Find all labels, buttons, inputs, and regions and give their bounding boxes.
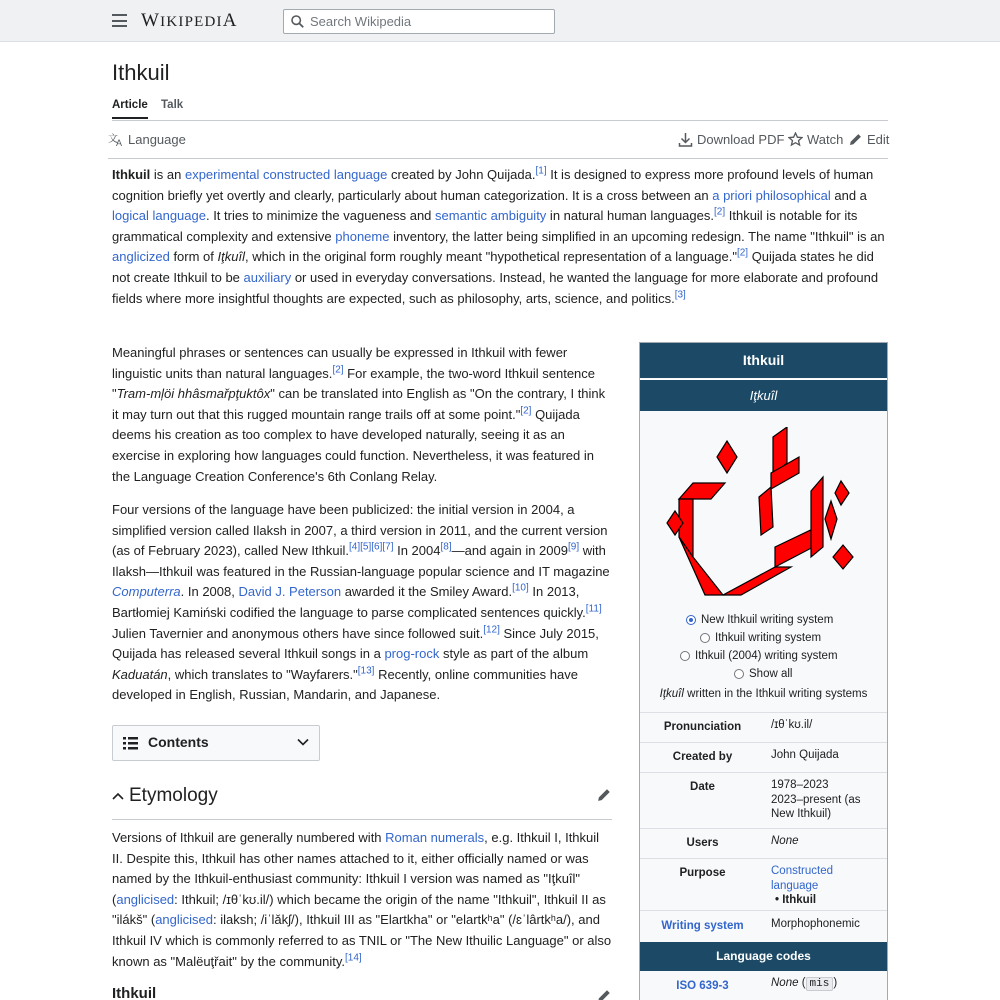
citation-link[interactable]: [1] (535, 165, 547, 177)
infobox-native-name: Iţkuîl (640, 379, 887, 411)
article-link[interactable]: prog-rock (384, 646, 440, 662)
value-writing-system: Morphophonemic (771, 918, 860, 930)
purpose-bullet: • Ithkuil (775, 894, 817, 906)
citation-link[interactable]: [11] (585, 603, 602, 615)
etymology-heading: Etymology (129, 785, 218, 806)
page-tabs (112, 99, 888, 121)
article-link[interactable]: a priori philosophical (712, 187, 831, 203)
watch-button[interactable] (788, 132, 843, 147)
radio-label: Show all (749, 668, 793, 680)
star-icon (788, 132, 803, 147)
article-link[interactable]: anglicised (155, 912, 214, 928)
edit-button[interactable] (848, 132, 889, 147)
radio-ithkuil-2004[interactable] (680, 650, 838, 662)
intro-paragraph-3: Four versions of the language have been publicized: the initial version in 2004, a simplified version called Ilaksh in 2007, a third version in 2011, and the current version (as of February 2023), called New Ithkuil.[4][5][6][7] In 2004[8]—and again in 2009[9] with Ilaksh—Ithkuil was featured in the Russian-language popular science and IT magazine Computerra. In 2008, David J. Peterson awarded it the Smiley Award.[10] In 2013, Bartłomiej Kamiński codified the language to parse complicated sentences quickly.[11] Julien Tavernier and anonymous others have since followed suit.[12] Since July 2015, Quijada has released several Ithkuil songs in a prog-rock style as part of the album Kaduatán, which translates to "Wayfarers."[13] Recently, online communities have developed in English, Russian, Mandarin, and Japanese. (112, 502, 610, 703)
date-line-1: 1978–2023 (771, 779, 829, 791)
article-link[interactable]: David J. Peterson (238, 584, 342, 600)
citation-link[interactable]: [2] (736, 248, 749, 260)
edit-section-icon[interactable] (596, 988, 612, 1000)
language-label: Language (128, 132, 186, 147)
caption-text: written in the Ithkuil writing systems (683, 688, 868, 700)
intro-paragraph-1: Ithkuil is an experimental constructed language created by John Quijada.[1] It is designed to express more profound levels of human cognition briefly yet overtly and clearly, particularly about human categorization. It is a cross between an a priori philosophical and a logical language. It tries to minimize the vagueness and semantic ambiguity in natural human languages.[2] Ithkuil is notable for its grammatical complexity and extensive phoneme inventory, the latter being simplified in an upcoming redesign. The name "Ithkuil" is an anglicized form of Iţkuîl, which in the original form roughly meant "hypothetical representation of a language."[2] Quijada states he did not create Ithkuil to be auxiliary or used in everyday conversations. Instead, he wanted the language for more elaborate and profound fields where more insightful thoughts are expected, such as philosophy, arts, science, and politics.[3] (112, 165, 885, 306)
radio-show-all[interactable] (734, 668, 792, 680)
download-icon (678, 132, 693, 147)
search-input[interactable] (310, 13, 550, 30)
list-icon (123, 737, 138, 750)
wikipedia-logo[interactable]: WIKIPEDIA (141, 10, 238, 31)
ithkuil-script-image (665, 427, 860, 597)
value-date (771, 778, 883, 822)
row-pronunciation (640, 712, 887, 742)
edit-label: Edit (867, 132, 890, 147)
radio-button[interactable] (680, 651, 690, 661)
label-purpose: Purpose (679, 867, 726, 879)
italic-text: Tram-mļöi hhâsmařpţuktôx (116, 386, 271, 402)
search-icon (291, 15, 304, 28)
radio-new-ithkuil[interactable] (686, 614, 833, 626)
citation-link[interactable]: [2] (520, 405, 532, 417)
tab-talk[interactable]: Talk (161, 99, 184, 111)
article-link[interactable]: experimental constructed language (184, 167, 388, 182)
edit-section-icon[interactable] (596, 787, 612, 803)
pencil-icon (848, 132, 863, 147)
top-bar (0, 0, 1000, 42)
row-date (640, 772, 887, 828)
search-box[interactable] (283, 9, 555, 34)
value-purpose (771, 864, 883, 908)
main-menu-icon[interactable] (112, 14, 127, 27)
italic-text: Kaduatán (112, 666, 168, 682)
article-link[interactable]: Computerra (112, 584, 181, 600)
article-link[interactable]: phoneme (335, 228, 390, 244)
radio-label: New Ithkuil writing system (701, 614, 834, 626)
citation-link[interactable]: [8] (440, 541, 452, 553)
article-link[interactable]: anglicised (116, 891, 175, 907)
radio-button[interactable] (700, 633, 710, 643)
radio-button[interactable] (686, 615, 696, 625)
section-heading-ithkuil (112, 985, 612, 1000)
bold-term: Ithkuil (112, 167, 151, 182)
page-tools (108, 129, 888, 159)
contents-label: Contents (148, 734, 209, 750)
radio-button[interactable] (734, 669, 744, 679)
article-link[interactable]: Roman numerals (385, 830, 485, 845)
label-users: Users (686, 837, 719, 849)
contents-toggle[interactable] (112, 725, 320, 761)
article-link[interactable]: auxiliary (243, 269, 292, 285)
label-writing-system[interactable]: Writing system (661, 920, 744, 932)
purpose-link[interactable]: Constructed language (771, 865, 834, 892)
label-created-by: Created by (672, 751, 733, 763)
citation-link[interactable]: [13] (357, 665, 375, 677)
section-heading-etymology (112, 784, 612, 820)
download-label: Download PDF (697, 132, 785, 147)
svg-text:文: 文 (108, 134, 118, 145)
article-link[interactable]: semantic ambiguity (435, 208, 547, 224)
citation-link[interactable]: [12] (483, 624, 500, 636)
article-link[interactable]: anglicized (112, 249, 170, 265)
radio-label: Ithkuil writing system (715, 632, 822, 644)
row-users (640, 828, 887, 858)
language-codes-header: Language codes (640, 942, 887, 971)
iso-none: None (771, 977, 799, 989)
citation-link[interactable]: [9] (567, 541, 580, 553)
infobox (639, 342, 888, 1000)
translate-icon (108, 132, 124, 147)
etymology-paragraph: Versions of Ithkuil are generally numbered with Roman numerals, e.g. Ithkuil I, Ithkuil II. Despite this, Ithkuil has other names attached to it, either officially named or was named by the Ithkuil-enthusiast community: Ithkuil I version was named as "Iţkuîl" (anglicised: Ithkuil; /ɪθˈkʊ.il/) which became the origin of the name "Ithkuil", Ithkuil II as "ilákš" (anglicised: ilaksh; /iˈlǎkʃ/), Ithkuil III as "Elartkha" or "elartkʰa" (/ɛˈlârtkʰa/), and Ithkuil IV which is commonly referred to as TNIL or "The New Ithuilic Language" or also known as "Malëuţřait" by the community.[14] (112, 830, 612, 969)
label-pronunciation: Pronunciation (663, 721, 742, 733)
svg-text:A: A (116, 138, 123, 147)
italic-text: Iţkuîl (217, 249, 245, 265)
row-writing-system (640, 910, 887, 942)
chevron-down-icon (297, 737, 309, 747)
value-iso: None ( mis ) (771, 977, 838, 990)
citation-link[interactable]: [14] (344, 952, 362, 964)
radio-label: Ithkuil (2004) writing system (695, 650, 838, 662)
citation-link[interactable]: [2] (332, 364, 344, 376)
radio-ithkuil[interactable] (700, 632, 821, 644)
label-iso[interactable]: ISO 639-3 (676, 980, 729, 992)
value-users: None (771, 835, 799, 847)
date-line-2: 2023–present (as New Ithkuil) (771, 793, 861, 820)
chevron-up-icon[interactable] (112, 791, 124, 801)
row-created-by (640, 742, 887, 772)
intro-paragraph-2: Meaningful phrases or sentences can usually be expressed in Ithkuil with fewer linguistic units than natural languages.[2] For example, the two-word Ithkuil sentence "Tram-mļöi hhâsmařpţuktôx" can be translated into English as "On the contrary, I think it may turn out that this rugged mountain range trails off at some point."[2] Quijada deems his creation as too complex to have developed naturally, seeing it as an exercise in exploring how languages could function. Nevertheless, it was featured in the Language Creation Conference's 6th Conlang Relay. (112, 345, 606, 484)
citation-link[interactable]: [2] (714, 206, 726, 218)
row-purpose (640, 858, 887, 910)
page-title: Ithkuil (112, 60, 170, 85)
ithkuil-heading: Ithkuil (112, 985, 157, 1000)
image-caption (640, 688, 887, 700)
label-date: Date (690, 781, 715, 793)
citation-link[interactable]: [10] (512, 583, 529, 595)
tab-article[interactable]: Article (112, 99, 148, 111)
value-created-by: John Quijada (771, 749, 839, 761)
row-iso (640, 971, 887, 1000)
infobox-title: Ithkuil (640, 343, 887, 378)
download-pdf-button[interactable] (678, 132, 784, 147)
value-pronunciation: /ɪθˈkʊ.il/ (771, 719, 813, 731)
watch-label: Watch (807, 132, 844, 147)
language-button[interactable] (108, 132, 186, 147)
caption-native: Iţkuîl (659, 688, 684, 700)
citation-link[interactable]: [4][5][6][7] (349, 541, 394, 553)
article-link[interactable]: logical language (112, 208, 206, 224)
purpose-bullet-text: Ithkuil (782, 894, 817, 906)
iso-code: mis (806, 977, 834, 991)
citation-link[interactable]: [3] (674, 289, 686, 301)
